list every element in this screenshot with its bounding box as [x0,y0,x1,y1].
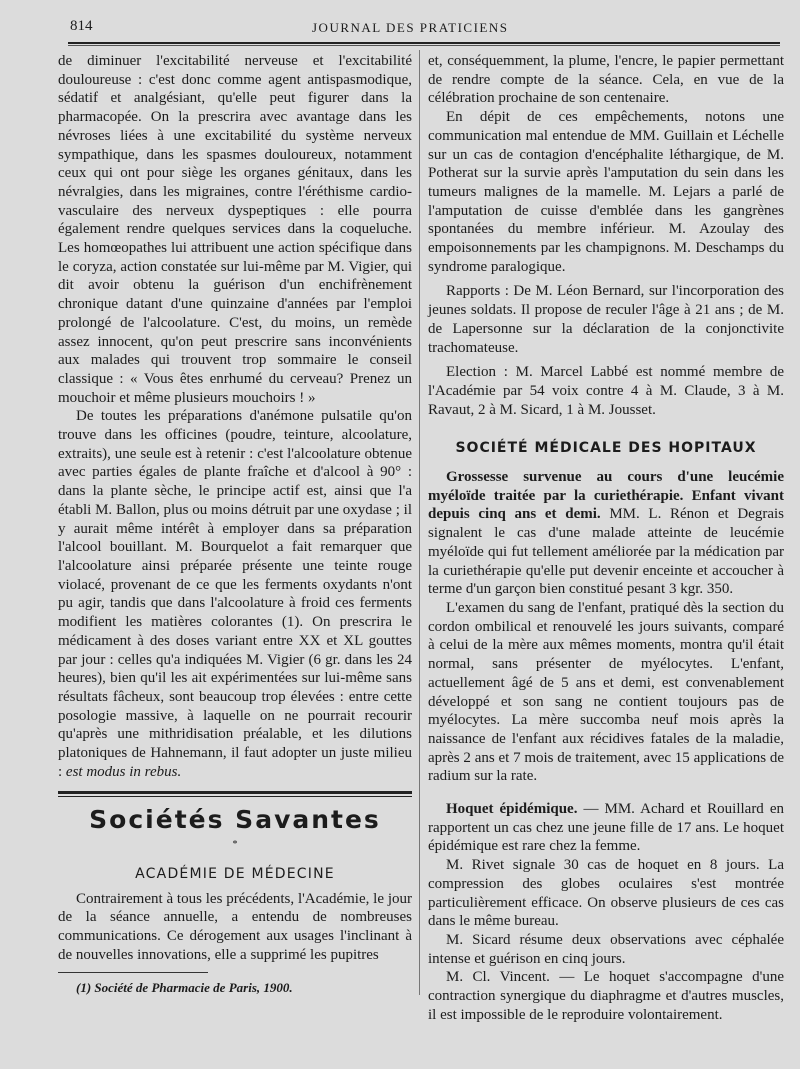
anemone-paragraph-2-text: De toutes les préparations d'anémone pulsatile qu'on trouve dans les officines (poudre, teinture, alcoolature, extraits), une seule est à retenir : c'est l'alcoolature obtenue avec parties égales de plante fraîche et d'alcool à 90° : dans la plante sèche, le principe actif est, ainsi que l'a établi M. Ballon, plus ou moins détruit par une oxydase ; il y aurait même intérêt à employer dans sa préparation l'alcool bouillant. M. Bourquelot a fait remarquer que l'alcoolature ainsi préparée présente une teinte rouge violacé, provenant de ce que les ferments oxydants n'ont pu agir, tandis que dans l'alcoolature à froid ces ferments modifient les matières colorantes (1). On prescrira le médicament à des doses variant entre XX et XL gouttes par jour : celles qu'a indiquées M. Vigier (6 gr. dans les 24 heures), bien qu'il les ait expérimentées sur lui-même sans résultats fâcheux, sont beaucoup trop élevées : entre cette posologie massive, à laquelle on ne pourrait recourir qu'après une mithridisation préalable, et les dilutions platoniques de Hahnemann, il faut adopter un juste milieu : [58,408,412,780]
academy-paragraph: Contrairement à tous les précédents, l'Académie, le jour de la séance annuelle, a entendu de nombreuses communications. Ce dérogement aux usages l'inclinant à de nouvelles innovations, elle a supprimé les pupitres [58,890,412,963]
journal-title: JOURNAL DES PRATICIENS [312,20,509,35]
anemone-paragraph-2 [58,407,412,781]
election-paragraph: Election : M. Marcel Labbé est nommé membre de l'Académie par 54 voix contre 4 à M. Claude, 3 à M. Ravaut, 2 à M. Sicard, 1 à M. Jousset. [428,364,784,418]
leucemia-title: Grossesse survenue au cours d'une leucémie myéloïde traitée par la curiethérapie. Enfant vivant depuis cinq ans et demi. [428,469,784,523]
hoquet-text: — MM. Achard et Rouillard en rapportent un cas chez une jeune fille de 17 ans. Le hoquet épidémique est rare chez la femme. [428,801,784,855]
academy-continuation: et, conséquemment, la plume, l'encre, le papier permettant de rendre compte de la séance. Cela, en vue de la célébration prochaine de son centenaire. [428,53,784,107]
rapports-paragraph: Rapports : De M. Léon Bernard, sur l'incorporation des jeunes soldats. Il propose de reculer l'âge à 21 ans ; de M. de Lapersonne sur la déclaration de la conjonctivite trachomateuse. [428,283,784,356]
section-star: * [232,839,238,851]
rivet-paragraph: M. Rivet signale 30 cas de hoquet en 8 jours. La compression des globes oculaires s'est montrée particulièrement efficace. On observe plusieurs de ces cas dans le même bureau. [428,857,784,930]
sicard-paragraph: M. Sicard résume deux observations avec céphalée intense et guérison en cinq jours. [428,931,784,967]
blood-exam-paragraph: L'examen du sang de l'enfant, pratiqué dès la section du cordon ombilical et renouvelé les jours suivants, comparé à celui de la mère aux mêmes moments, montra qu'il était normal, sans présenter de myélocytes. L'enfant, actuellement âgé de 5 ans et demi, est convenablement développé et son sang ne contient toujours pas de myélocytes. La mère succomba neuf mois après la naissance de l'enfant aux récidives fatales de la maladie, après 2 ans et 7 mois de traitement, avec 15 applications de radium sur la rate. [428,599,784,785]
leucemia-paragraph [428,468,784,599]
closing-latin-phrase: est modus in rebus. [65,763,182,780]
section-title: Sociétés Savantes [89,805,381,835]
anemone-paragraph-1: de diminuer l'excitabilité nerveuse et l'excitabilité douloureuse : c'est donc comme agent antispasmodique, sédatif et analgésiant, qu'elle peut figurer dans la pharmacopée. On la prescrira avec avantage dans les névroses liées à une excitabilité du système nerveux sympathique, dans les spasmes douloureux, notamment ceux qui ont pour siège les organes génitaux, dans les névralgies, dans les migraines, contre l'éréthisme cardio-vasculaire des nerveux dyspeptiques : elle pourra également rendre quelques services dans la coqueluche. Les homœopathes lui attribuent une action spécifique dans le coryza, action constatée sur lui-même par M. Vigier, qui dit avoir obtenu la guérison d'un enchifrènement chronique datant d'une quinzaine d'années par l'emploi prolongé de l'alcoolature. C'est, du moins, un remède assez innocent, qu'on peut prescrire sans inconvénients aux malades qui trouvent trop sommaire le conseil classique : « Vous êtes enrhumé du cerveau? Prenez un mouchoir et même plusieurs mouchoirs ! » [58,53,412,406]
leucemia-text: MM. L. Rénon et Degrais signalent le cas d'une malade atteinte de leucémie myéloïde qui fut tellement améliorée par la médication par la curiethérapie qu'elle put devenir enceinte et accoucher à terme d'un garçon bien constitué pesant 3 kgr. 350. [428,506,784,598]
section-rule-thin [58,796,412,797]
page-header [0,0,800,46]
section-rule-thick [58,791,412,794]
header-rule [68,42,780,44]
left-column [58,52,412,998]
hospitals-heading: SOCIÉTÉ MÉDICALE DES HOPITAUX [455,440,757,457]
academy-heading: ACADÉMIE DE MÉDECINE [135,865,335,882]
header-rule-thin [68,45,780,46]
right-column [428,52,784,1024]
hoquet-paragraph [428,800,784,856]
footnote-rule [58,972,208,973]
communications-paragraph: En dépit de ces empêchements, notons une communication mal entendue de MM. Guillain et Léchelle sur un cas de contagion d'encéphalite léthargique, de M. Potherat sur la survie après l'amputation du sein dans les tumeurs malignes de la mamelle. M. Lejars a parlé de l'amputation de cuisse d'emblée dans les gangrènes spontanées du membre inférieur. M. Azoulay des empoisonnements par les champignons. M. Deschamps du syndrome paralogique. [428,109,784,275]
vincent-paragraph: M. Cl. Vincent. — Le hoquet s'accompagne d'une contraction synergique du diaphragme et d'autres muscles, il est impossible de le reproduire volontairement. [428,969,784,1023]
column-divider [419,50,420,995]
page-number: 814 [70,18,93,34]
footnote: (1) Société de Pharmacie de Paris, 1900. [76,980,293,996]
hoquet-title: Hoquet épidémique. [446,801,578,818]
